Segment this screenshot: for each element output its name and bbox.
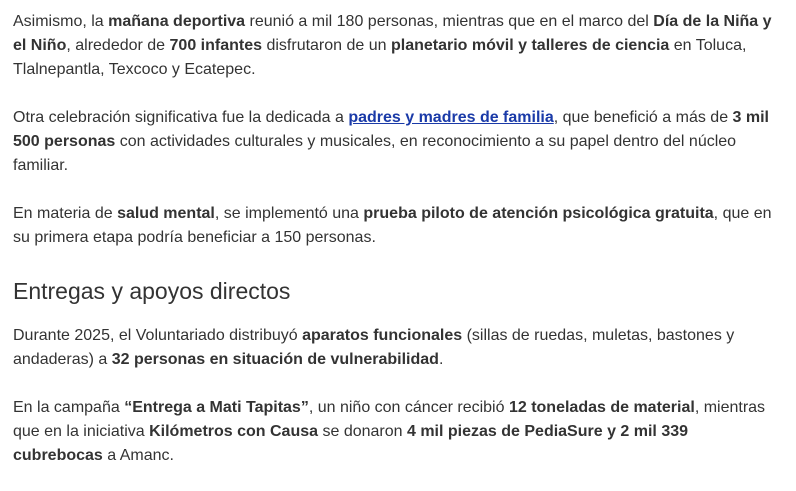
section-heading-wrap [13, 276, 782, 306]
bold-text: 700 infantes [169, 37, 263, 54]
text-span: con actividades culturales y musicales, en reconocimiento a su papel dentro del núcleo familiar. [13, 133, 737, 174]
bold-text: planetario móvil y talleres de ciencia [390, 37, 670, 54]
text-span: En la campaña [13, 399, 125, 416]
text-span: reunió a mil 180 personas, mientras que en el marco del [245, 13, 654, 30]
bold-text: mañana deportiva [108, 13, 246, 30]
text-span: se donaron [318, 423, 407, 440]
padres-madres-link[interactable]: padres y madres de familia [348, 109, 554, 126]
text-span: Durante 2025, el Voluntariado distribuyó [13, 327, 303, 344]
text-span: (sillas de ruedas, muletas, bastones y andaderas) a [13, 327, 735, 368]
paragraph-mati-tapitas [13, 396, 782, 468]
bold-text: salud mental [117, 205, 215, 222]
text-span: , alrededor de [66, 37, 170, 54]
bold-text: 3 mil 500 personas [13, 109, 769, 150]
bold-text: prueba piloto de atención psicológica gratuita [363, 205, 714, 222]
bold-text: aparatos funcionales [302, 327, 463, 344]
text-span: a Amanc. [102, 447, 174, 464]
text-span: Otra celebración significativa fue la dedicada a [13, 109, 349, 126]
text-span: disfrutaron de un [262, 37, 391, 54]
paragraph-padres-madres [13, 106, 782, 178]
text-span: , mientras que en la iniciativa [13, 399, 766, 440]
paragraph-salud-mental [13, 202, 782, 250]
text-span: En materia de [13, 205, 118, 222]
bold-text: Kilómetros con Causa [149, 423, 319, 440]
text-span: , que benefició a más de [553, 109, 733, 126]
text-span: , se implementó una [214, 205, 364, 222]
text-span: en Toluca, Tlalnepantla, Texcoco y Ecatepec. [13, 37, 747, 78]
text-span: , que en su primera etapa podría beneficiar a 150 personas. [13, 205, 772, 246]
bold-text: 12 toneladas de material [508, 399, 695, 416]
bold-text: 4 mil piezas de PediaSure y 2 mil 339 cubrebocas [13, 423, 689, 464]
bold-text: “Entrega a Mati Tapitas” [124, 399, 309, 416]
text-span: . [438, 351, 444, 368]
paragraph-mañana-deportiva [13, 10, 782, 82]
section-heading: Entregas y apoyos directos [13, 278, 291, 304]
paragraph-aparatos-funcionales [13, 324, 782, 372]
bold-text: Día de la Niña y el Niño [13, 13, 772, 54]
bold-text: 32 personas en situación de vulnerabilidad [111, 351, 439, 368]
text-span: Asimismo, la [13, 13, 109, 30]
text-span: , un niño con cáncer recibió [308, 399, 509, 416]
